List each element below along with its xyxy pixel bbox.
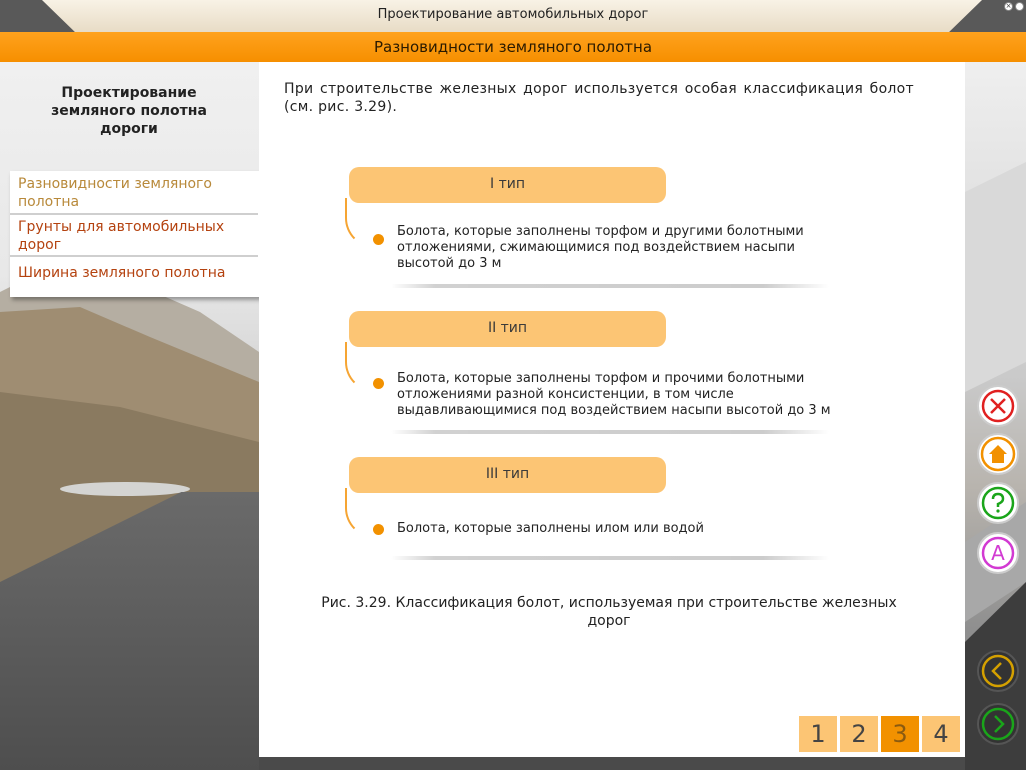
sidebar-item-width[interactable]: Ширина земляного полотна	[18, 265, 226, 281]
type-2-label: II тип	[349, 311, 666, 347]
shelf-shadow	[391, 284, 829, 288]
type-3-label: III тип	[349, 457, 666, 493]
sidebar-menu	[10, 171, 259, 297]
help-button[interactable]	[977, 482, 1019, 524]
home-icon	[980, 436, 1016, 472]
shelf-shadow	[391, 430, 829, 434]
type-1-label: I тип	[349, 167, 666, 203]
page-button-4[interactable]: 4	[922, 716, 960, 752]
title-bar	[0, 0, 1026, 32]
left-sidebar	[0, 62, 259, 770]
window-close-button[interactable]: ×	[1005, 2, 1012, 10]
help-icon	[981, 486, 1015, 520]
glossary-icon	[981, 536, 1015, 570]
intro-text: При строительстве железных дорог используется особая классификация болот (см. рис. 3.29).	[284, 81, 914, 115]
bullet-dot	[373, 378, 384, 389]
window-minimize-button[interactable]	[1015, 2, 1024, 11]
close-icon	[981, 389, 1015, 423]
prev-button[interactable]	[977, 650, 1019, 692]
chevron-right-icon	[981, 707, 1015, 741]
section-title: Разновидности земляного полотна	[373, 38, 653, 56]
content-area	[259, 62, 965, 757]
type-3-description: Болота, которые заполнены илом или водой	[397, 521, 704, 536]
close-button[interactable]	[977, 385, 1019, 427]
app-title: Проектирование автомобильных дорог	[377, 7, 649, 22]
page-button-1[interactable]: 1	[799, 716, 837, 752]
next-button[interactable]	[977, 703, 1019, 745]
page-button-3[interactable]: 3	[881, 716, 919, 752]
menu-divider	[10, 255, 258, 257]
puddle-illustration	[60, 482, 190, 496]
svg-text:A: A	[991, 541, 1005, 565]
glossary-button[interactable]	[977, 532, 1019, 574]
section-header	[0, 32, 1026, 62]
page-button-2[interactable]: 2	[840, 716, 878, 752]
sidebar-item-varieties[interactable]: Разновидности земляного полотна	[18, 176, 212, 210]
figure-caption: Рис. 3.29. Классификация болот, используемая при строительстве железных дорог	[321, 595, 897, 629]
type-1-description: Болота, которые заполнены торфом и другими болотными отложениями, сжимающимися под воздействием насыпи высотой до 3 м	[397, 224, 804, 271]
shelf-shadow	[391, 556, 829, 560]
sidebar-heading: Проектирование земляного полотна дороги	[51, 85, 207, 137]
chevron-left-icon	[981, 654, 1015, 688]
menu-divider	[10, 213, 258, 215]
type-2-description: Болота, которые заполнены торфом и прочими болотными отложениями разной консистенции, в том числе выдавливающимися под воздействием насыпи высотой до 3 м	[397, 371, 831, 418]
sidebar-item-soils[interactable]: Грунты для автомобильных дорог	[18, 219, 225, 253]
bullet-dot	[373, 234, 384, 245]
bullet-dot	[373, 524, 384, 535]
home-button[interactable]	[977, 433, 1019, 475]
